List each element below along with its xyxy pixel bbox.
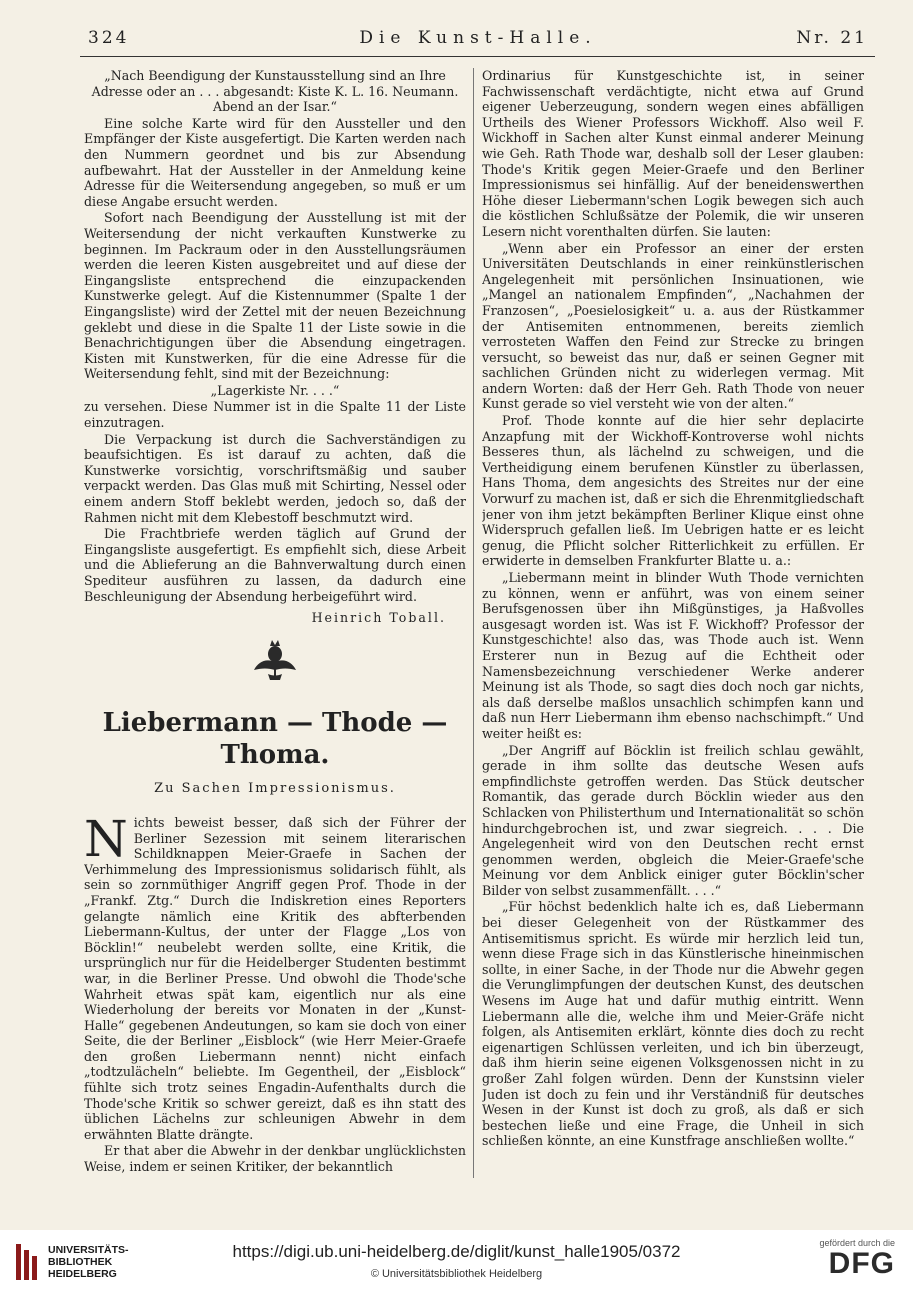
left-paragraph: zu versehen. Diese Nummer ist in die Spalte 11 der Liste einzutragen.: [84, 399, 466, 431]
left-paragraph: Die Frachtbriefe werden täglich auf Grund der Eingangsliste ausgefertigt. Es empfiehlt sich, diese Arbeit und die Ablieferung an die Bahnverwaltung durch einen Spediteur ausführen zu lassen, da dadurch eine Beschleunigung der Absendung herbeigeführt wird.: [84, 526, 466, 604]
left-column: [84, 68, 466, 1188]
dfg-logo[interactable]: [805, 1238, 895, 1280]
funding-note: gefördert durch die: [819, 1238, 895, 1248]
right-paragraph: Ordinarius für Kunstgeschichte ist, in seiner Fachwissenschaft verdächtigte, nicht etwa auf Grund eigener Ueberzeugung, sondern wegen eines abfälligen Urtheils des Wiener Professors Wickhoff. Also weil F. Wickhoff in Sachen alter Kunst einmal anderer Meinung wie Geh. Rath Thode war, deshalb soll der Leser glauben: Thode's Kritik gegen Meier-Graefe und den Berliner Impressionismus sei hinfällig. Auf der beneidenswerthen Höhe dieser Liebermann'schen Logik bewegen sich auch die köstlichen Schlußsätze der Polemik, die wir unseren Lesern nicht vorenthalten dürfen. Sie lauten:: [482, 68, 864, 239]
article-title: Liebermann — Thode — Thoma.: [102, 708, 448, 771]
right-paragraph: „Liebermann meint in blinder Wuth Thode vernichten zu können, wenn er anführt, was von einem seiner Berufsgenossen über ihn Mißgünstiges, ja Haßvolles ausgesagt worden ist. Was ist F. Wickhoff? Professor der Kunstgeschichte! also das, was Thode auch ist. Wenn Ersterer nun in Bezug auf die Echtheit oder Namensbezeichnung verschiedener Werke anderer Meinung ist als Thode, so sagt dies doch noch gar nichts, als daß derselbe maßlos unsachlich schimpfen kann und daß nun Herr Liebermann ihm ebenso nachschimpft.“ Und weiter heißt es:: [482, 570, 864, 741]
journal-title: Die Kunst-Halle.: [359, 28, 597, 48]
right-paragraph: „Der Angriff auf Böcklin ist freilich schlau gewählt, gerade in ihm sollte das deutsche Wesen aufs empfindlichste getroffen werden. Das Stück deutscher Romantik, das gerade durch Böcklin wieder aus den Schlacken von Philisterthum und Internationalität so schön hindurchgebrochen ist, und zwar siegreich. . . . Die Angelegenheit wird von den Deutschen recht ernst genommen werden, obgleich die Meier-Graefe'sche Meinung vor dem Anblick einiger guter Böcklin'scher Bilder von selbst zusammenfällt. . . .“: [482, 742, 864, 898]
copyright-notice: © Universitätsbibliothek Heidelberg: [370, 1268, 543, 1280]
author-signature: Heinrich Toball.: [311, 610, 446, 626]
article-subtitle: Zu Sachen Impressionismus.: [154, 781, 396, 797]
running-header: [88, 28, 868, 52]
digitization-footer: [0, 1230, 913, 1293]
library-name: UNIVERSITÄTS- BIBLIOTHEK HEIDELBERG: [48, 1244, 129, 1280]
permalink-url[interactable]: https://digi.ub.uni-heidelberg.de/diglit/kunst_halle1905/0372: [232, 1242, 681, 1261]
article-opening-text: ichts beweist besser, daß sich der Führer der Berliner Sezession mit seinem literarischen Schildknappen Meier-Graefe in Sachen der Verhimmelung des Impressionismus solidarisch fühlt, als sein so zornmüthiger Angriff gegen Prof. Thode in der „Frankf. Ztg.“ Durch die Indiskretion eines Reporters gelangte nämlich eine Kritik des abfterbenden Liebermann-Kultus, der unter der Flagge „Los von Böcklin!“ neubelebt werden sollte, eine Kritik, die ursprünglich nur für die Heidelberger Studenten bestimmt war, in die Berliner Presse. Und obwohl die Thode'sche Wahrheit etwas spät kam, eigentlich nur als eine Wiederholung der bereits vor Monaten in der „Kunst-Halle“ gegebenen Andeutungen, so kam sie doch von einer Seite, die der Berliner „Eisblock“ (wie Herr Meier-Graefe den großen Liebermann nennt) nicht einfach „todtzulächeln“ beliebte. Im Gegentheil, der „Eisblock“ fühlte sich trotz seines Engadin-Aufenthalts durch die Thode'sche Kritik so schwer gereizt, daß es ihn statt des üblichen Lächelns zur schleunigen Abwehr in dem erwähnten Blatte drängte.: [84, 814, 466, 1142]
drop-cap: N: [84, 809, 128, 868]
right-paragraph: Prof. Thode konnte auf die hier sehr deplacirte Anzapfung mit der Wickhoff-Kontroverse wohl nichts Besseres thun, als lächelnd zu schweigen, und die Vertheidigung einem berufenen Künstler zu überlassen, Hans Thoma, dem angesichts des Streites nur der eine Vorwurf zu machen ist, daß er sich die Ehrenmitgliedschaft jener von ihm jetzt bekämpften Berliner Klique einst ohne Widerspruch gefallen ließ. Im Uebrigen hatte er es leicht genug, die Pflicht solcher Ritterlichkeit zu erfüllen. Er erwiderte in demselben Frankfurter Blatte u. a.:: [482, 413, 864, 569]
thistle-ornament-icon: [250, 640, 300, 682]
right-column: [482, 68, 864, 1188]
funder-name: DFG: [828, 1247, 895, 1280]
column-divider: [473, 68, 474, 1178]
left-paragraph: Die Verpackung ist durch die Sachverständigen zu beaufsichtigen. Es ist darauf zu achten, daß die Kunstwerke vorsichtig, vorschriftsmäßig und sauber verpackt werden. Das Glas muß mit Schirting, Nessel oder einem andern Stoff beklebt werden, jedoch so, daß der Rahmen nicht mit dem Klebestoff beschmutzt wird.: [84, 431, 466, 525]
issue-number: Nr. 21: [796, 28, 868, 48]
left-paragraph: Eine solche Karte wird für den Aussteller und den Empfänger der Kiste ausgefertigt. Die Karten werden nach den Nummern geordnet und bis zur Absendung aufbewahrt. Hat der Aussteller in der Anmeldung keine Adresse für die Weitersendung angegeben, so muß er um diese Angabe ersucht werden.: [84, 115, 466, 209]
right-paragraph: „Für höchst bedenklich halte ich es, daß Liebermann bei dieser Gelegenheit von der Rüstkammer des Antisemitismus spricht. Es würde mir herzlich leid tun, wenn diese Frage sich in das Künstlerische hineinmischen sollte, in einer Sache, in der Thode nur die Abwehr gegen die Verunglimpfungen der deutschen Kunst, des deutschen Wesens im Auge hat und dafür muthig eintritt. Wenn Liebermann alle die, welche ihm und Meier-Gräfe nicht folgen, als Antisemiten erklärt, könnte dies doch zu recht eigenartigen Schlüssen verleiten, und ich bin überzeugt, daß ihm hierin seine eigenen Volksgenossen nicht in zu großer Zahl folgen würden. Denn der Kunstsinn vieler Juden ist doch zu fein und ihr Verständniß für deutsches Wesen in der Kunst ist doch zu groß, als daß er sich bestechen ließe und eine Frage, die Unheil in sich schließen könnte, an eine Kunstfrage anschließen wollte.“: [482, 899, 864, 1149]
left-paragraph: Er that aber die Abwehr in der denkbar unglücklichsten Weise, indem er seinen Kritiker, der bekanntlich: [84, 1143, 466, 1175]
left-paragraph: [84, 809, 466, 1142]
header-rule: [80, 56, 875, 57]
right-paragraph: „Wenn aber ein Professor an einer der ersten Universitäten Deutschlands in einer reinkünstlerischen Angelegenheit mit persönlichen Insinuationen, wie „Mangel an nationalem Empfinden“, „Nachahmen der Franzosen“, „Poesielosigkeit“ u. a. aus der Rüstkammer der Antisemiten entnommenen, bereits ziemlich verrosteten Waffen den Feind zur Strecke zu bringen versucht, so beweist das nur, daß er seinen Gegner mit sachlichen Gründen nicht zu widerlegen vermag. Mit andern Worten: daß der Herr Geh. Rath Thode von neuer Kunst gerade so viel versteht wie von der alten.“: [482, 240, 864, 412]
ornament: [84, 640, 466, 686]
left-paragraph: „Lagerkiste Nr. . . .“: [210, 382, 340, 398]
left-paragraph: „Nach Beendigung der Kunstausstellung sind an Ihre Adresse oder an . . . abgesandt: Kiste K. L. 16. Neumann. Abend an der Isar.“: [91, 68, 459, 115]
page-number: 324: [88, 28, 130, 48]
left-paragraph: Sofort nach Beendigung der Ausstellung ist mit der Weitersendung der nicht verkauften Kunstwerke zu beginnen. Im Packraum oder in den Ausstellungsräumen werden die leeren Kisten ausgebreitet und auf diese der Eingangsliste entsprechend die einzupackenden Kunstwerke gelegt. Auf die Kistennummer (Spalte 1 der Eingangsliste) wird der Zettel mit der neuen Bezeichnung geklebt und diese in die Spalte 11 der Liste sowie in die Benachrichtigungen über die Absendung eingetragen. Kisten mit Kunstwerken, für die eine Adresse für die Weitersendung fehlt, sind mit der Bezeichnung:: [84, 210, 466, 382]
